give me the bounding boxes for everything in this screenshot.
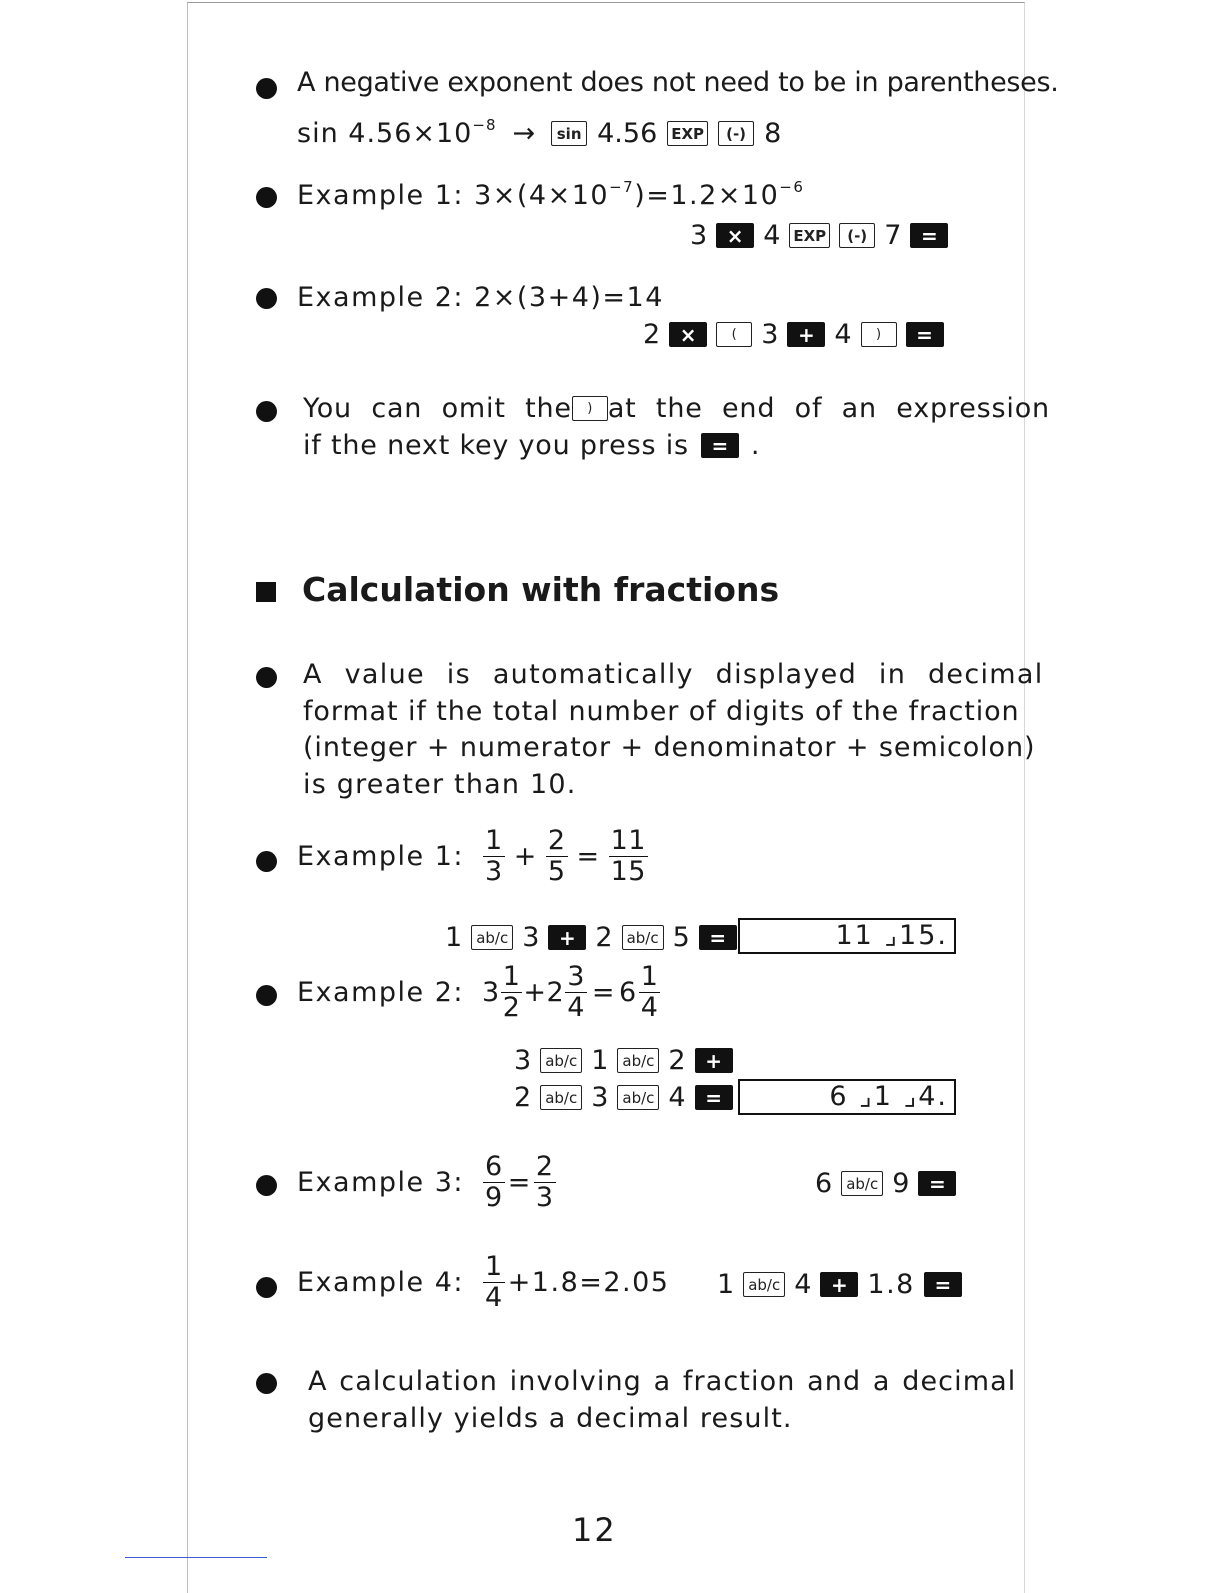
- digit: 2: [668, 1045, 686, 1076]
- digit: 2: [514, 1082, 532, 1113]
- omit-paren-note-line2: [303, 430, 759, 461]
- paragraph-line: is greater than 10.: [303, 768, 577, 800]
- key-sequence: [815, 1168, 956, 1199]
- whole-number: 6: [619, 977, 637, 1008]
- fraction: [609, 826, 648, 887]
- fraction-key: ab/c: [617, 1048, 659, 1073]
- example-1-exponent: [297, 180, 804, 212]
- sin-key: sin: [551, 121, 587, 146]
- bullet-icon: [256, 1373, 277, 1394]
- digit: 7: [884, 220, 902, 251]
- whole-number: 3: [482, 977, 500, 1008]
- numerator: 1: [502, 961, 521, 992]
- exponent: −7: [609, 178, 635, 196]
- denominator: 4: [485, 1282, 503, 1313]
- calculator-display: 11 ⌟15.: [738, 918, 956, 954]
- fraction: [501, 962, 523, 1023]
- page-number: 12: [572, 1511, 617, 1549]
- period: .: [750, 430, 760, 461]
- digit: 4: [834, 319, 852, 350]
- denominator: 4: [567, 992, 585, 1023]
- plus-key: +: [548, 925, 586, 950]
- whole-number: 2: [546, 977, 565, 1008]
- fraction-key: ab/c: [841, 1171, 883, 1196]
- plus-key: +: [695, 1048, 733, 1073]
- fraction: [639, 962, 661, 1023]
- operator: +: [513, 841, 537, 872]
- digit: 3: [591, 1082, 609, 1113]
- footnote-rule: [125, 1557, 267, 1558]
- equals-key: =: [701, 433, 739, 458]
- digit: 1: [717, 1269, 735, 1300]
- bullet-icon: [256, 985, 277, 1006]
- paragraph-line: generally yields a decimal result.: [308, 1402, 793, 1434]
- section-title: Calculation with fractions: [302, 570, 780, 609]
- fraction-decimal-paragraph: [308, 1364, 1017, 1437]
- digit: 1.8: [867, 1269, 915, 1300]
- numerator: 1: [485, 825, 503, 856]
- fraction: [565, 962, 587, 1023]
- example-result: )=1.2×10: [634, 180, 780, 211]
- decimal-format-paragraph: [303, 657, 1044, 803]
- key-sequence: [514, 1045, 733, 1076]
- key-sequence: [445, 922, 737, 953]
- omit-paren-note: [303, 393, 1050, 424]
- digit: 2: [595, 922, 613, 953]
- denominator: 5: [547, 856, 566, 887]
- bullet-icon: [256, 851, 277, 872]
- digit: 4: [668, 1082, 686, 1113]
- fraction-key: ab/c: [540, 1085, 582, 1110]
- operator: =: [507, 1167, 531, 1198]
- fraction-example-1: [297, 826, 651, 887]
- key-sequence: [717, 1269, 962, 1300]
- negative-exponent-note: A negative exponent does not need to be in parentheses.: [297, 67, 1059, 98]
- denominator: 2: [502, 992, 521, 1023]
- paragraph-line: (integer + numerator + denominator + semicolon): [303, 732, 1036, 763]
- equals-key: =: [910, 223, 948, 248]
- equals-key: =: [695, 1085, 733, 1110]
- key-sequence: [690, 220, 948, 251]
- denominator: 15: [610, 856, 646, 887]
- fraction-key: ab/c: [617, 1085, 659, 1110]
- bullet-icon: [256, 78, 277, 99]
- digit: 4: [794, 1269, 812, 1300]
- plus-key: +: [787, 322, 825, 347]
- paragraph-line: A calculation involving a fraction and a decimal: [308, 1366, 1017, 1397]
- negative-key: (-): [839, 223, 875, 248]
- value: 4.56: [597, 118, 658, 149]
- section-square-icon: [256, 582, 276, 602]
- example-2-parentheses: Example 2: 2×(3+4)=14: [297, 282, 664, 313]
- fraction: [483, 826, 505, 887]
- example-label: Example 4:: [297, 1267, 464, 1298]
- denominator: 3: [485, 856, 503, 887]
- numerator: 2: [547, 825, 566, 856]
- operator: =: [576, 841, 600, 872]
- calculator-display: 6 ⌟1 ⌟4.: [738, 1079, 956, 1115]
- denominator: 4: [640, 992, 659, 1023]
- bullet-icon: [256, 288, 277, 309]
- fraction-example-4: [297, 1252, 670, 1313]
- fraction-key: ab/c: [540, 1048, 582, 1073]
- bullet-icon: [256, 1175, 277, 1196]
- numerator: 2: [535, 1151, 554, 1182]
- fraction-key: ab/c: [471, 925, 513, 950]
- exponent: −8: [472, 116, 497, 134]
- arrow-icon: →: [512, 118, 536, 149]
- fraction-key: ab/c: [622, 925, 664, 950]
- fraction-key: ab/c: [743, 1272, 785, 1297]
- example-label: Example 1: 3×(4×10: [297, 180, 610, 211]
- bullet-icon: [256, 401, 277, 422]
- equals-key: =: [699, 925, 737, 950]
- equals-key: =: [924, 1272, 962, 1297]
- exp-key: EXP: [667, 121, 708, 146]
- paragraph-line: A value is automatically displayed in decimal: [303, 659, 1044, 690]
- digit: 9: [892, 1168, 910, 1199]
- fraction: [546, 826, 568, 887]
- key-sequence: [514, 1082, 733, 1113]
- numerator: 6: [485, 1151, 503, 1182]
- key-sequence: [643, 319, 944, 350]
- denominator: 9: [485, 1182, 503, 1213]
- note-text: if the next key you press is: [303, 430, 689, 461]
- negative-key: (-): [718, 121, 754, 146]
- exponent: −6: [779, 178, 805, 196]
- numerator: 3: [567, 961, 585, 992]
- numerator: 1: [640, 961, 659, 992]
- digit: 3: [522, 922, 540, 953]
- digit: 3: [761, 319, 779, 350]
- example-label: Example 2:: [297, 977, 464, 1008]
- paragraph-line: format if the total number of digits of the fraction: [303, 695, 1020, 727]
- fraction-example-3: [297, 1152, 559, 1213]
- digit: 3: [514, 1045, 532, 1076]
- multiply-key: ×: [716, 223, 754, 248]
- fraction: [534, 1152, 556, 1213]
- close-paren-key: ): [861, 322, 897, 347]
- equals-key: =: [906, 322, 944, 347]
- note-text: You can omit the: [303, 393, 572, 424]
- expression: +1.8=2.05: [507, 1267, 670, 1298]
- numerator: 11: [610, 825, 646, 856]
- open-paren-key: (: [716, 322, 752, 347]
- example-label: Example 1:: [297, 841, 464, 872]
- fraction: [483, 1252, 505, 1313]
- fraction: [483, 1152, 505, 1213]
- operator: +: [523, 977, 547, 1008]
- sin-expression: sin 4.56×10: [297, 118, 473, 149]
- denominator: 3: [535, 1182, 554, 1213]
- digit: 6: [815, 1168, 833, 1199]
- close-paren-key: ): [572, 396, 608, 421]
- bullet-icon: [256, 667, 277, 688]
- bullet-icon: [256, 187, 277, 208]
- digit: 4: [763, 220, 781, 251]
- exp-key: EXP: [789, 223, 830, 248]
- fraction-example-2: [297, 962, 662, 1023]
- digit: 2: [643, 319, 661, 350]
- numerator: 1: [485, 1251, 503, 1282]
- sin-example: [297, 118, 781, 149]
- plus-key: +: [820, 1272, 858, 1297]
- digit: 5: [672, 922, 690, 953]
- digit: 1: [445, 922, 463, 953]
- example-label: Example 3:: [297, 1167, 464, 1198]
- operator: =: [591, 977, 615, 1008]
- bullet-icon: [256, 1277, 277, 1298]
- value: 8: [764, 118, 782, 149]
- digit: 1: [591, 1045, 609, 1076]
- multiply-key: ×: [669, 322, 707, 347]
- note-text: at the end of an expression: [607, 393, 1050, 424]
- equals-key: =: [918, 1171, 956, 1196]
- digit: 3: [690, 220, 708, 251]
